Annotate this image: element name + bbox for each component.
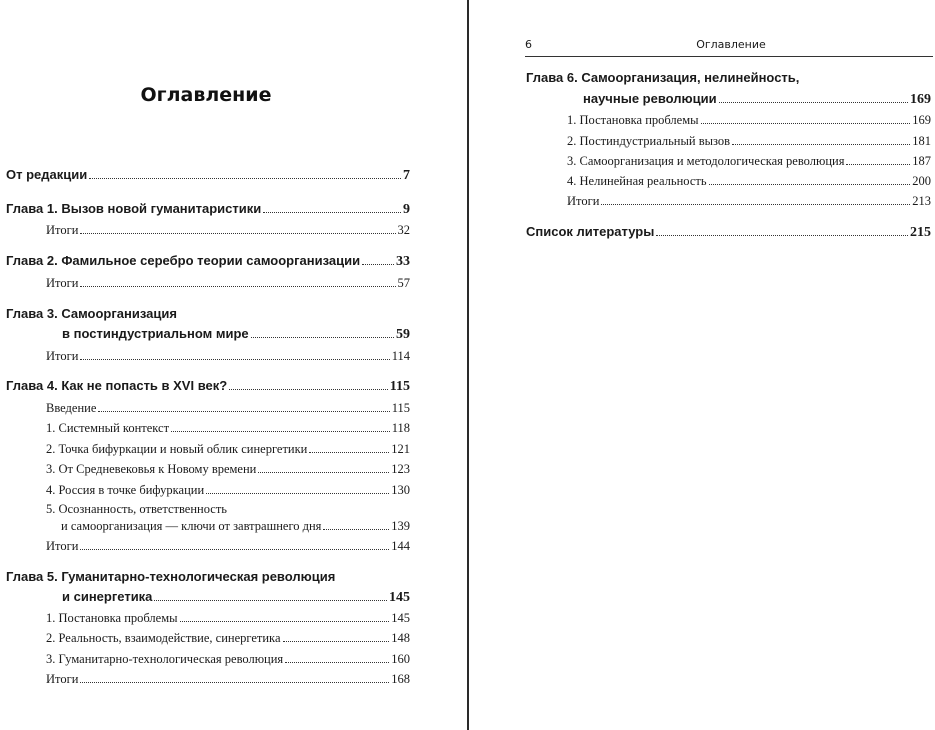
toc-entry-chapter-2[interactable]: Глава 2. Фамильное серебро теории самоорганизации 33 [6, 253, 410, 269]
running-header [525, 38, 935, 54]
toc-entry-section[interactable]: 1. Постановка проблемы 169 [567, 113, 931, 127]
toc-entry-summary[interactable]: Итоги 57 [46, 276, 410, 290]
toc-entry-section[interactable]: 1. Постановка проблемы 145 [46, 611, 410, 625]
toc-entry-summary[interactable]: Итоги 213 [567, 194, 931, 208]
toc-entry-bibliography[interactable]: Список литературы 215 [526, 224, 931, 240]
toc-entry-section[interactable]: 4. Россия в точке бифуркации 130 [46, 483, 410, 497]
toc-entry-section[interactable]: 4. Нелинейная реальность 200 [567, 174, 931, 188]
toc-entry-section[interactable]: 2. Точка бифуркации и новый облик синергетики 121 [46, 442, 410, 456]
toc-entry-summary[interactable]: Итоги 168 [46, 672, 410, 686]
page-number: 6 [525, 38, 532, 51]
running-title: Оглавление [696, 38, 766, 51]
left-page [0, 0, 467, 730]
toc-entry-summary[interactable]: Итоги 32 [46, 223, 410, 237]
toc-entry-summary[interactable]: Итоги 144 [46, 539, 410, 553]
toc-entry-section[interactable]: 3. Самоорганизация и методологическая революция 187 [567, 154, 931, 168]
toc-entry-section[interactable]: 3. Гуманитарно-технологическая революция 160 [46, 652, 410, 666]
header-rule [525, 56, 933, 57]
toc-entry-chapter-6-line1[interactable]: Глава 6. Самоорганизация, нелинейность, [526, 70, 800, 85]
toc-entry-introduction[interactable]: Введение 115 [46, 401, 410, 415]
toc-entry-section[interactable]: 1. Системный контекст 118 [46, 421, 410, 435]
toc-entry-summary[interactable]: Итоги 114 [46, 349, 410, 363]
toc-entry-section[interactable]: и самоорганизация — ключи от завтрашнего дня 139 [61, 519, 410, 533]
toc-entry-section[interactable]: 2. Реальность, взаимодействие, синергетика 148 [46, 631, 410, 645]
toc-entry-chapter-3[interactable]: в постиндустриальном мире 59 [62, 326, 410, 342]
toc-entry-chapter-5-line1[interactable]: Глава 5. Гуманитарно-технологическая революция [6, 569, 336, 584]
toc-entry-chapter-5[interactable]: и синергетика 145 [62, 589, 410, 605]
right-page [469, 0, 935, 730]
toc-entry-editorial[interactable]: От редакции 7 [6, 167, 410, 183]
toc-entry-section[interactable]: 2. Постиндустриальный вызов 181 [567, 134, 931, 148]
toc-entry-chapter-3-line1[interactable]: Глава 3. Самоорганизация [6, 306, 177, 321]
toc-entry-chapter-4[interactable]: Глава 4. Как не попасть в XVI век? 115 [6, 378, 410, 394]
toc-entry-chapter-1[interactable]: Глава 1. Вызов новой гуманитаристики 9 [6, 201, 410, 217]
page-title: Оглавление [140, 84, 272, 106]
toc-entry-section-5-line1[interactable]: 5. Осознанность, ответственность [46, 502, 227, 516]
toc-entry-chapter-6[interactable]: научные революции 169 [583, 91, 931, 107]
toc-entry-section[interactable]: 3. От Средневековья к Новому времени 123 [46, 462, 410, 476]
